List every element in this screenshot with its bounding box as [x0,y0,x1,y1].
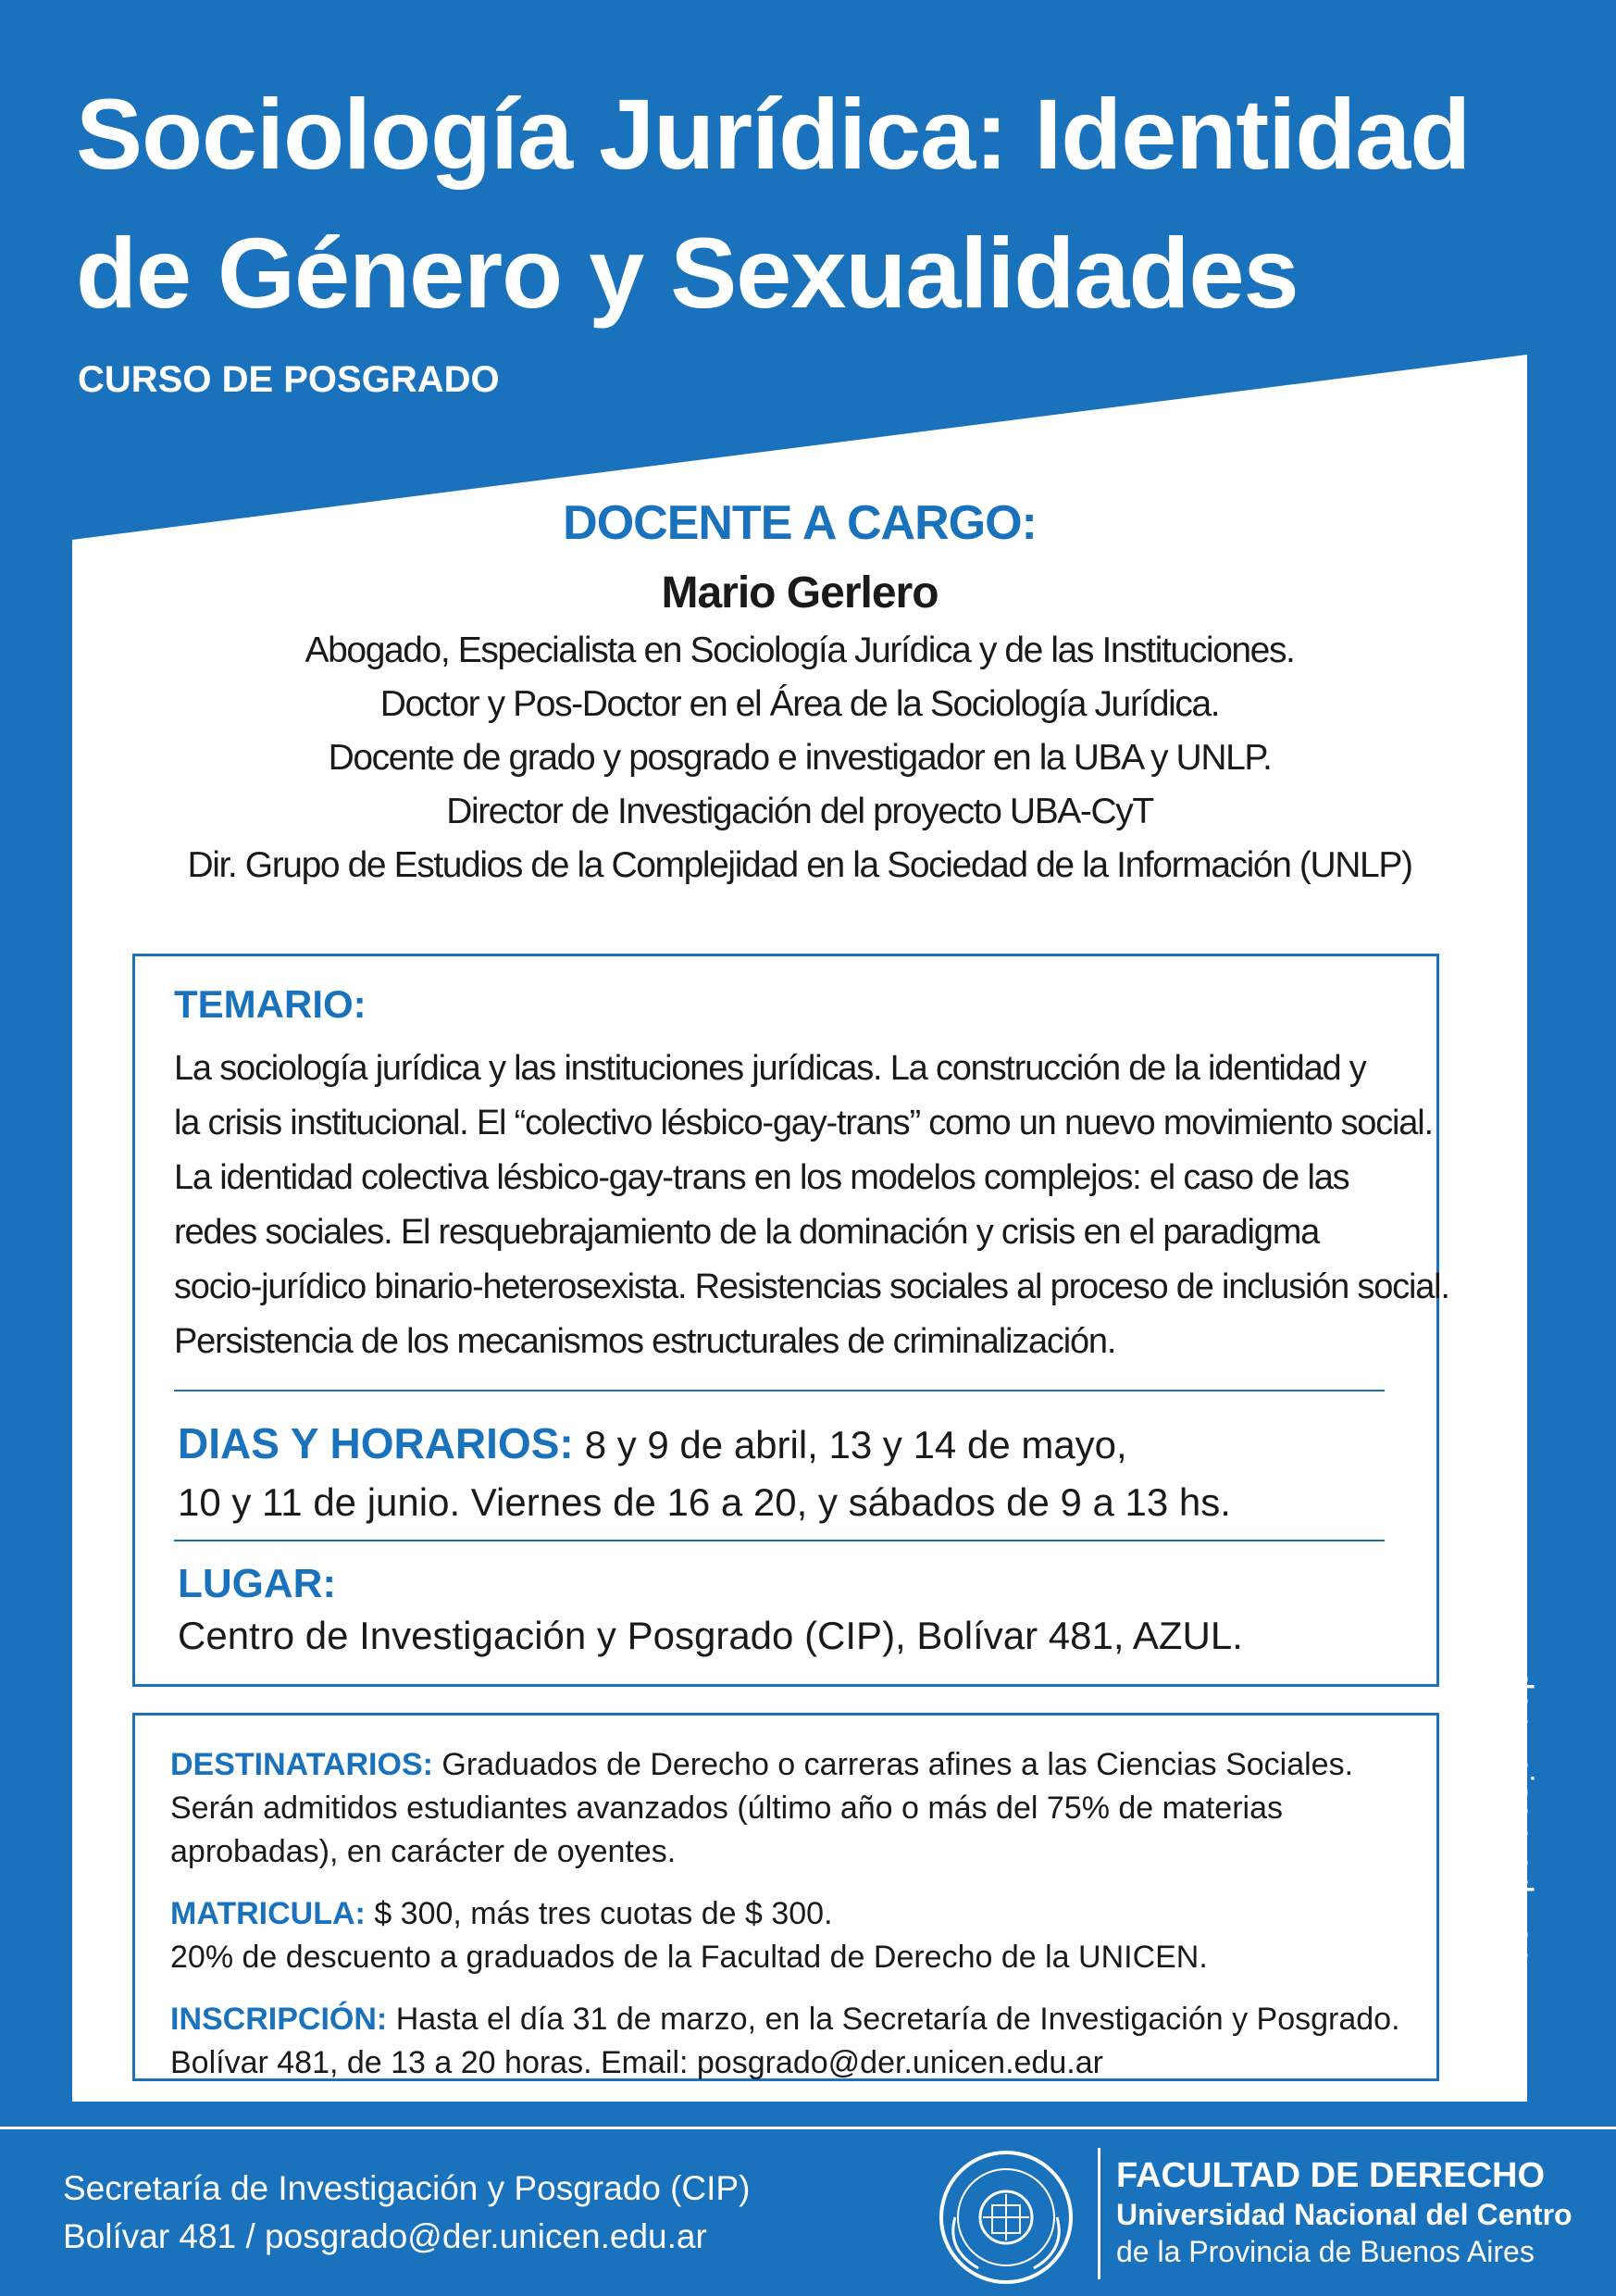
registration-text: Hasta el día 31 de marzo, en la Secretaría de Investigación y Posgrado. Bolívar 481, de 13 a 20 horas. Email: posgrado@der.unicen.edu.ar [170,2002,1400,2080]
teacher-heading: DOCENTE A CARGO: [563,496,1037,550]
website-link[interactable]: www.der.unicen.edu.ar [1500,1583,1539,1959]
schedule-heading: DIAS Y HORARIOS: [178,1419,574,1467]
divider [174,1540,1385,1541]
temario-line: socio-jurídico binario-heterosexista. Resistencias sociales al proceso de inclusión social. [174,1267,1449,1306]
fee-discount: 20% de descuento a graduados de la Facultad de Derecho de la UNICEN. [170,1940,1208,1975]
temario-line: Persistencia de los mecanismos estructurales de criminalización. [174,1322,1116,1361]
teacher-desc-line: Doctor y Pos-Doctor en el Área de la Sociología Jurídica. [379,684,1220,724]
footer-logo-divider [1098,2148,1100,2279]
audience-text: Graduados de Derecho o carreras afines a las Ciencias Sociales. Serán admitidos estudiantes avanzados (último año o más del 75% de materias aprobadas), en carácter de oyentes. [170,1747,1354,1869]
temario-heading: TEMARIO: [174,982,367,1026]
course-details-box [132,954,1449,1687]
registration-box [132,1713,1439,2081]
footer-contact [63,2165,750,2261]
temario-text [174,1042,1449,1369]
temario-line: La identidad colectiva lésbico-gay-trans en los modelos complejos: el caso de las [174,1158,1349,1197]
temario-line: redes sociales. El resquebrajamiento de la dominación y crisis en el paradigma [174,1213,1320,1252]
fee-heading: MATRICULA: [170,1896,366,1931]
place-text: Centro de Investigación y Posgrado (CIP), Bolívar 481, AZUL. [178,1614,1243,1657]
university-name: Universidad Nacional del Centro [1116,2198,1572,2231]
university-seal-icon [937,2148,1075,2287]
temario-line: la crisis institucional. El “colectivo lésbico-gay-trans” como un nuevo movimiento social. [174,1104,1433,1142]
footer-contact-line-1: Secretaría de Investigación y Posgrado (CIP) [63,2169,751,2207]
footer-divider [0,2127,1616,2129]
teacher-description [72,624,1527,892]
divider [174,1390,1385,1391]
faculty-name: FACULTAD DE DERECHO [1116,2156,1546,2195]
registration-heading: INSCRIPCIÓN: [170,2002,388,2037]
teacher-section [72,491,1527,892]
teacher-desc-line: Abogado, Especialista en Sociología Jurídica y de las Instituciones. [305,630,1295,670]
schedule-line-2: 10 y 11 de junio. Viernes de 16 a 20, y sábados de 9 a 13 hs. [178,1480,1231,1524]
footer-contact-line-2: Bolívar 481 / posgrado@der.unicen.edu.ar [63,2217,707,2255]
title-line-1: Sociología Jurídica: Identidad [76,78,1471,190]
place-section [178,1558,1243,1662]
province-name: de la Provincia de Buenos Aires [1116,2235,1535,2268]
fee-text: $ 300, más tres cuotas de $ 300. [374,1896,833,1931]
course-type: CURSO DE POSGRADO [78,359,500,400]
title-line-2: de Género y Sexualidades [76,217,1299,329]
audience-heading: DESTINATARIOS: [170,1747,433,1782]
teacher-desc-line: Director de Investigación del proyecto UBA-CyT [446,792,1153,831]
teacher-desc-line: Dir. Grupo de Estudios de la Complejidad en la Sociedad de la Información (UNLP) [187,845,1412,885]
teacher-desc-line: Docente de grado y posgrado e investigador en la UBA y UNLP. [328,738,1272,778]
faculty-logo-text [1116,2155,1572,2270]
place-heading: LUGAR: [178,1561,337,1606]
page-title [76,65,1557,343]
schedule-line-1: 8 y 9 de abril, 13 y 14 de mayo, [584,1423,1127,1466]
registration-info [170,1743,1401,2103]
schedule-section [178,1415,1418,1531]
teacher-name: Mario Gerlero [661,568,939,618]
temario-line: La sociología jurídica y las instituciones jurídicas. La construcción de la identidad y [174,1049,1366,1088]
